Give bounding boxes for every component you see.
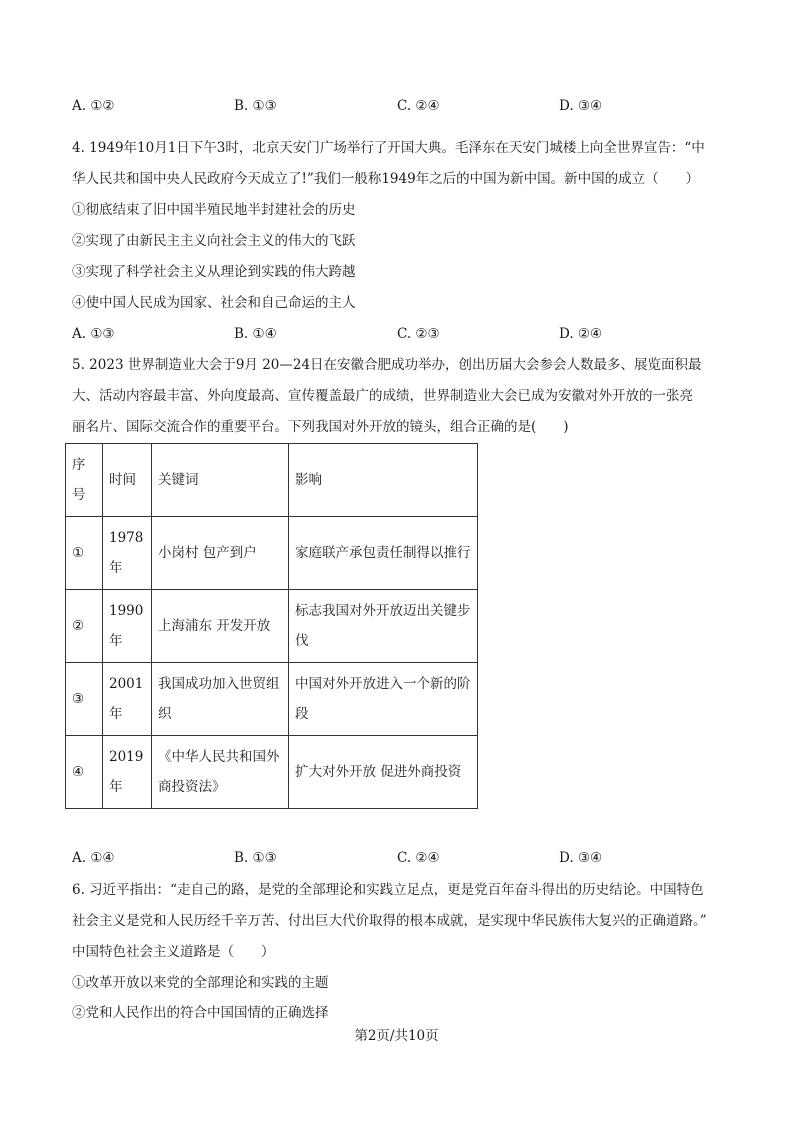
table-cell: 小岗村 包产到户 [152,517,289,590]
q5-option-b: B. ①③ [234,850,277,866]
table-header-cell: 关键词 [152,444,289,517]
table-header-cell: 影响 [289,444,478,517]
q6-item-1: ①改革开放以来党的全部理论和实践的主题 [72,975,329,991]
table-cell: 我国成功加入世贸组织 [152,663,289,736]
q4-item-4: ④使中国人民成为国家、社会和自己命运的主人 [72,295,356,311]
table-cell: 扩大对外开放 促进外商投资 [289,736,478,809]
table-row [66,517,478,590]
q5-stem-line-3: 丽名片、国际交流合作的重要平台。下列我国对外开放的镜头，组合正确的是( ) [72,419,569,435]
open-up-table [65,443,478,809]
table-cell: 2001年 [103,663,152,736]
q4-option-b: B. ①④ [234,326,277,342]
table-cell: 家庭联产承包责任制得以推行 [289,517,478,590]
table-cell: ③ [66,663,103,736]
table-cell: ② [66,590,103,663]
q5-stem-line-2: 大、活动内容最丰富、外向度最高、宣传覆盖最广的成绩，世界制造业大会已成为安徽对外开放的一张亮 [72,388,693,404]
q3-option-c: C. ②④ [397,98,440,114]
q5-stem-line-1: 5. 2023 世界制造业大会于9月 20—24日在安徽合肥成功举办，创出历届大会参会人数最多、展览面积最 [72,357,702,373]
q4-item-1: ①彻底结束了旧中国半殖民地半封建社会的历史 [72,202,356,218]
table-row [66,736,478,809]
q5-option-a: A. ①④ [72,850,115,866]
q6-stem-line-2: 社会主义是党和人民历经千辛万苦、付出巨大代价取得的根本成就，是实现中华民族伟大复兴的正确道路。” [72,913,707,929]
table-header-row [66,444,478,517]
table-cell: 中国对外开放进入一个新的阶段 [289,663,478,736]
q5-option-d: D. ③④ [559,850,603,866]
table-header-cell: 序号 [66,444,103,517]
table-cell: 标志我国对外开放迈出关键步伐 [289,590,478,663]
table-cell: 上海浦东 开发开放 [152,590,289,663]
q5-option-c: C. ②④ [397,850,440,866]
table-cell: 1990年 [103,590,152,663]
q3-option-a: A. ①② [72,98,115,114]
q3-options [72,96,732,116]
q4-item-3: ③实现了科学社会主义从理论到实践的伟大跨越 [72,264,356,280]
table-cell: 1978年 [103,517,152,590]
q4-option-d: D. ②④ [559,326,603,342]
table-cell: ① [66,517,103,590]
table-row [66,663,478,736]
q4-option-c: C. ②③ [397,326,440,342]
q4-option-a: A. ①③ [72,326,115,342]
q3-option-b: B. ①③ [234,98,277,114]
q3-option-d: D. ③④ [559,98,603,114]
table-header-cell: 时间 [103,444,152,517]
q4-options [72,324,732,344]
q6-stem-line-1: 6. 习近平指出：“走自己的路，是党的全部理论和实践立足点，更是党百年奋斗得出的历史结论。中国特色 [72,882,704,898]
q6-item-2: ②党和人民作出的符合中国国情的正确选择 [72,1005,329,1021]
q4-item-2: ②实现了由新民主主义向社会主义的伟大的飞跃 [72,233,356,249]
table-row [66,590,478,663]
q6-stem-line-3: 中国特色社会主义道路是（ ） [72,944,275,960]
q4-stem-line-2: 华人民共和国中央人民政府今天成立了!”我们一般称1949年之后的中国为新中国。新中国的成立（ ） [72,171,700,187]
q4-stem-line-1: 4. 1949年10月1日下午3时，北京天安门广场举行了开国大典。毛泽东在天安门城楼上向全世界宣告：“中 [72,140,705,156]
table-cell: ④ [66,736,103,809]
q5-options [72,848,732,868]
table-cell: 2019年 [103,736,152,809]
page-number: 第2页/共10页 [354,1028,439,1044]
table-cell: 《中华人民共和国外商投资法》 [152,736,289,809]
